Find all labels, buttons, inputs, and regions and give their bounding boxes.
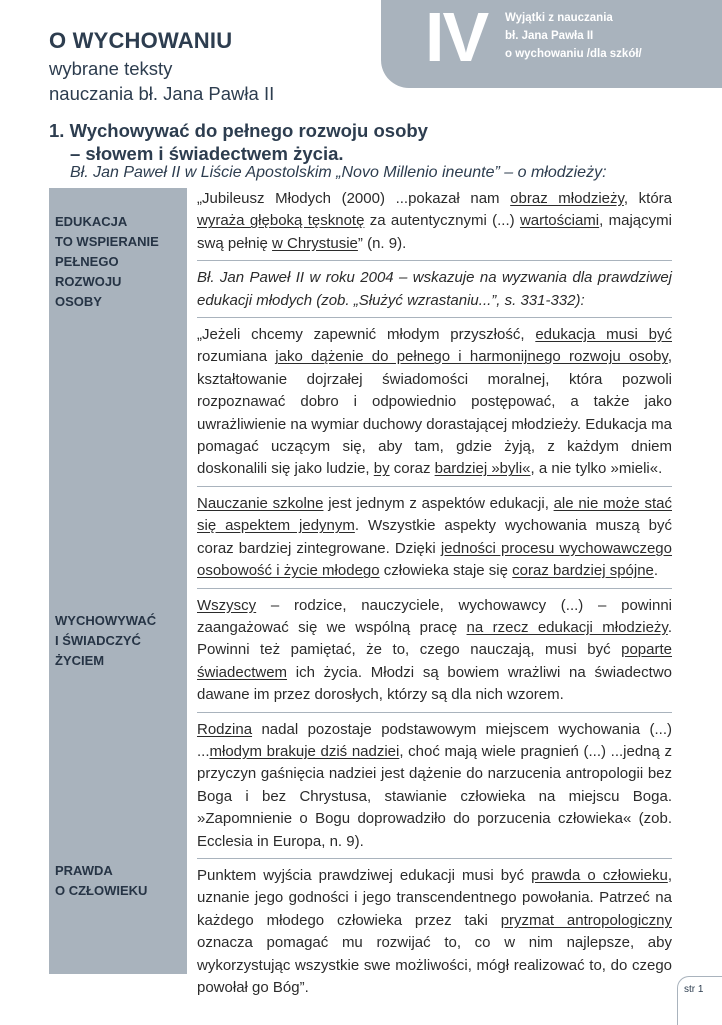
paragraph-family bbox=[197, 719, 672, 859]
underlined-phrase: poparte świadectwem bbox=[197, 641, 672, 681]
sidebar-label-line: EDUKACJA bbox=[55, 214, 128, 229]
text-run: , która bbox=[623, 190, 672, 207]
sidebar-label-line: ŻYCIEM bbox=[55, 653, 105, 668]
text-run: – rodzice, nauczyciele, wychowawcy (...) – powinni zaangażować się we wspólną pracę bbox=[197, 596, 672, 636]
underlined-phrase: wartościami bbox=[519, 212, 600, 230]
text-run: , mającymi swą pełnię bbox=[197, 212, 672, 252]
sidebar-label-witness bbox=[55, 611, 156, 671]
paragraph-2004-note bbox=[197, 267, 672, 318]
text-run: Punktem wyjścia prawdziwej edukacji musi być bbox=[197, 866, 532, 884]
sidebar-label-line: O CZŁOWIEKU bbox=[55, 883, 148, 898]
sidebar-label-line: TO WSPIERANIE bbox=[55, 234, 159, 249]
section-heading-line: – słowem i świadectwem życia. bbox=[70, 143, 344, 164]
underlined-phrase: w Chrystusie bbox=[272, 234, 358, 252]
text-run: . Wszystkie aspekty wychowania muszą być coraz bardziej zintegrowane. Dzięki bbox=[197, 517, 672, 557]
subtitle-line: wybrane teksty bbox=[49, 58, 173, 79]
sidebar-label-line: I ŚWIADCZYĆ bbox=[55, 633, 141, 648]
chapter-tab bbox=[381, 0, 722, 88]
underlined-phrase: Rodzina bbox=[197, 720, 253, 738]
underlined-phrase: edukacja musi być bbox=[535, 326, 672, 344]
section-source-note: Bł. Jan Paweł II w Liście Apostolskim „Novo Millenio ineunte” – o młodzieży: bbox=[70, 164, 607, 181]
underlined-phrase: jako dążenie do pełnego i harmonijnego rozwoju osoby bbox=[275, 348, 668, 366]
underlined-phrase: wyraża głęboką tęsknotę bbox=[197, 212, 365, 230]
paragraph-truth-about-man bbox=[197, 865, 672, 1004]
text-run: coraz bbox=[389, 460, 435, 478]
underlined-phrase: obraz młodzieży bbox=[510, 190, 624, 207]
text-run: , uznanie jego godności i jego transcendentnego powołania. Patrzeć na każdego młodego człowieka przez taki bbox=[197, 866, 672, 929]
text-run: człowieka staje się bbox=[379, 562, 513, 580]
sidebar-label-line: WYCHOWYWAĆ bbox=[55, 613, 157, 628]
document-subtitle bbox=[49, 56, 274, 106]
underlined-phrase: na rzecz edukacji młodzieży bbox=[466, 618, 668, 636]
text-run: rozumiana bbox=[197, 348, 276, 366]
underlined-phrase: prawda o człowieku bbox=[531, 866, 668, 884]
chapter-tab-line: Wyjątki z nauczania bbox=[505, 12, 613, 24]
underlined-phrase: pryzmat antropologiczny bbox=[500, 911, 672, 929]
underlined-phrase: coraz bardziej spójne bbox=[512, 562, 654, 580]
underlined-phrase: Wszyscy bbox=[197, 596, 257, 614]
text-column bbox=[197, 188, 672, 1010]
underlined-phrase: Nauczanie szkolne bbox=[197, 494, 324, 512]
text-run: oznacza pomagać mu rozwijać to, co w nim najlepsze, aby wykorzystując wszystkie swe możliwości, mógł realizować to, do czego powołał go Bóg”. bbox=[197, 934, 672, 996]
text-run: . Powinni też pamiętać, że to, czego nauczają, musi być bbox=[197, 618, 672, 659]
sidebar-label-line: PRAWDA bbox=[55, 863, 113, 878]
sidebar-label-education bbox=[55, 212, 159, 312]
text-run: ” (n. 9). bbox=[357, 234, 407, 252]
text-run: „Jeżeli chcemy zapewnić młodym przyszłość, bbox=[197, 326, 536, 344]
underlined-phrase: ale nie może stać się aspektem jedynym bbox=[197, 494, 672, 535]
subtitle-line: nauczania bł. Jana Pawła II bbox=[49, 83, 275, 104]
sidebar-label-line: OSOBY bbox=[55, 294, 102, 309]
chapter-number: IV bbox=[425, 0, 488, 76]
paragraph-education-goal bbox=[197, 324, 672, 487]
section-heading-line: 1. Wychowywać do pełnego rozwoju osoby bbox=[49, 120, 428, 141]
chapter-tab-line: bł. Jana Pawła II bbox=[505, 30, 594, 42]
underlined-phrase: młodym brakuje dziś nadziei bbox=[209, 742, 400, 760]
text-run: nadal pozostaje podstawowym miejscem wychowania (...) ... bbox=[197, 720, 672, 760]
text-run: , a nie tylko »mieli«. bbox=[530, 460, 663, 478]
text-run: , choć mają wiele pragnień (...) ...jedną z przyczyn gaśnięcia nadziei jest dążenie do narzucenia antropologii bez Boga i bez Chrystusa, stawianie człowieka na miejscu Boga. »Zapomnienie o Bogu doprowadziło do porzucenia człowieka« (zob. Ecclesia in Europa, n. 9). bbox=[197, 742, 673, 850]
text-run: za autentycznymi (...) bbox=[364, 212, 520, 230]
section-heading bbox=[49, 119, 428, 165]
page-number: str 1 bbox=[684, 984, 704, 995]
text-run: ich życia. Młodzi są bowiem wrażliwi na świadectwo dawane im przez dorosłych, którzy są dla nich wzorem. bbox=[197, 663, 672, 704]
text-run: „Jubileusz Młodych (2000) ...pokazał nam bbox=[197, 190, 511, 207]
text-run: , kształtowanie dojrzałej świadomości moralnej, która pozwoli rozpoznawać dobro i odpowiednio postępować, a także jako uwrażliwienie na wymiar duchowy dorastającej młodzieży. Edukacja ma pomagać uczącym się, aby tam, gdzie żyją, z każdym dniem doskonalili się jako ludzie, bbox=[197, 348, 672, 478]
margin-sidebar bbox=[49, 188, 187, 974]
underlined-phrase: bardziej »byli« bbox=[434, 460, 531, 478]
text-run: Bł. Jan Paweł II w roku 2004 – wskazuje na wyzwania dla prawdziwej edukacji młodych (zob. „Służyć wzrastaniu...”, s. 331-332): bbox=[197, 269, 672, 309]
paragraph-school-teaching bbox=[197, 493, 672, 589]
text-run: jest jednym z aspektów edukacji, bbox=[323, 494, 554, 512]
chapter-tab-caption bbox=[505, 9, 715, 63]
sidebar-label-line: ROZWOJU bbox=[55, 274, 122, 289]
text-run: . bbox=[653, 562, 659, 580]
underlined-phrase: by bbox=[373, 460, 390, 478]
chapter-tab-line: o wychowaniu /dla szkół/ bbox=[505, 48, 642, 60]
sidebar-label-line: PEŁNEGO bbox=[55, 254, 119, 269]
document-title: O WYCHOWANIU bbox=[49, 28, 233, 53]
paragraph-everyone bbox=[197, 595, 672, 713]
underlined-phrase: jedności procesu wychowawczego osobowość i życie młodego bbox=[197, 539, 672, 580]
sidebar-label-truth bbox=[55, 861, 147, 901]
paragraph-jubilee bbox=[197, 188, 672, 261]
